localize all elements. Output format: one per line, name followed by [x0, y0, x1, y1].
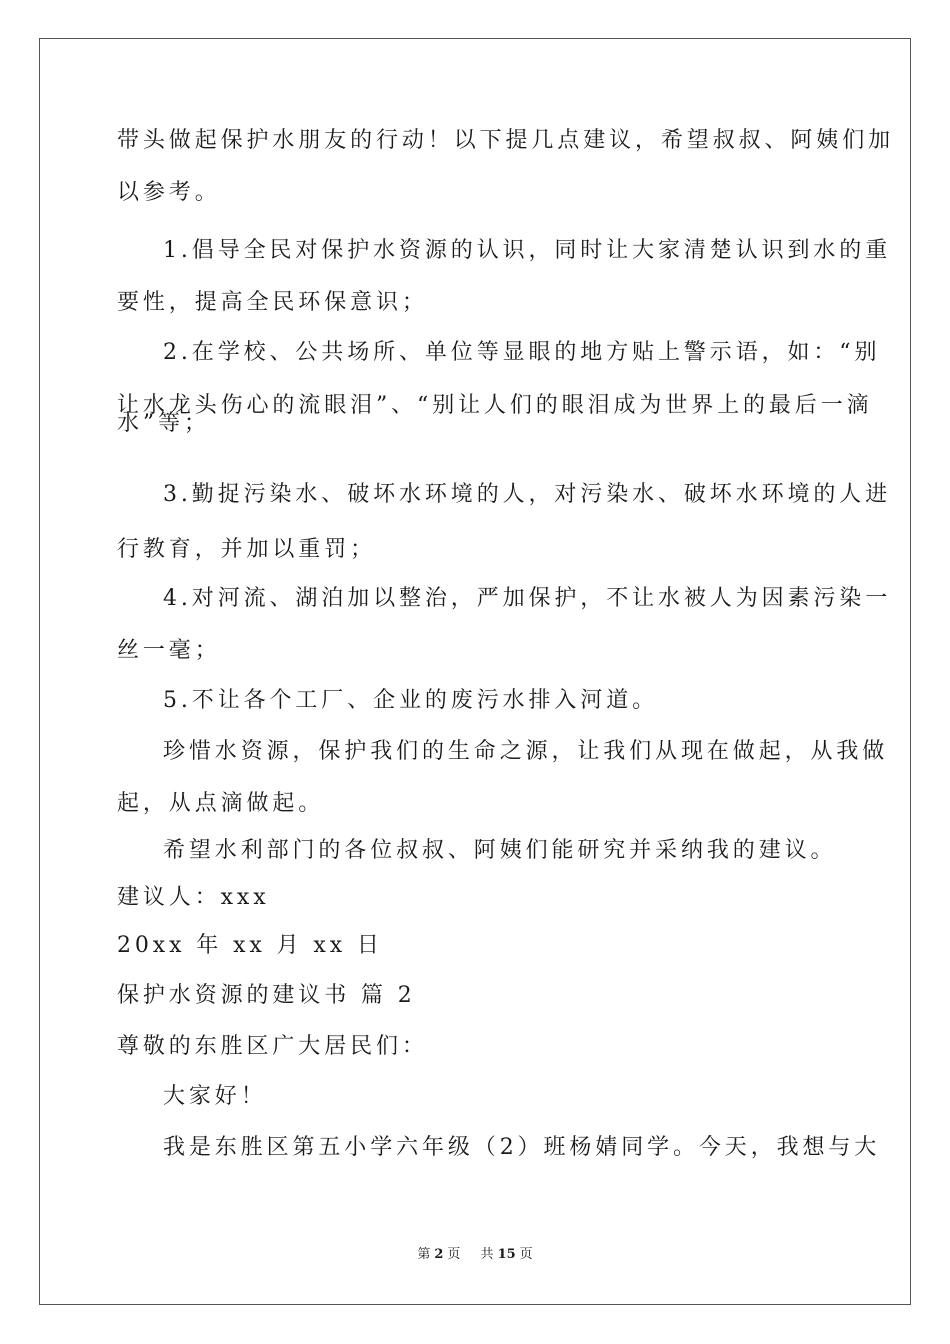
text-line: 水”等； — [117, 411, 210, 436]
text-line: 3.勤捉污染水、破坏水环境的人，对污染水、破坏水环境的人进 — [163, 482, 892, 507]
text-line: 我是东胜区第五小学六年级（2）班杨婧同学。今天，我想与大 — [163, 1135, 881, 1160]
total-unit: 页 — [519, 1247, 533, 1262]
page-footer — [0, 1247, 950, 1263]
text-line: 起，从点滴做起。 — [117, 791, 325, 816]
current-page: 2 — [434, 1247, 444, 1262]
text-line: 要性，提高全民环保意识； — [117, 290, 428, 315]
text-line: 建议人：xxx — [117, 885, 270, 910]
text-line: 5.不让各个工厂、企业的废污水排入河道。 — [163, 688, 658, 713]
page-unit: 页 — [447, 1247, 461, 1262]
text-line: 以参考。 — [117, 180, 221, 205]
page-total — [477, 1247, 537, 1262]
text-line: 让水龙头伤心的流眼泪”、“别让人们的眼泪成为世界上的最后一滴 — [117, 393, 873, 418]
text-line: 尊敬的东胜区广大居民们： — [117, 1034, 428, 1059]
text-line: 行教育，并加以重罚； — [117, 537, 377, 562]
page-number — [413, 1247, 464, 1262]
total-pages: 15 — [497, 1247, 516, 1262]
text-line: 大家好！ — [163, 1084, 267, 1109]
text-line: 丝一毫； — [117, 638, 221, 663]
total-prefix: 共 — [480, 1247, 494, 1262]
text-line: 希望水利部门的各位叔叔、阿姨们能研究并采纳我的建议。 — [163, 838, 837, 863]
text-line: 4.对河流、湖泊加以整治，严加保护，不让水被人为因素污染一 — [163, 586, 892, 611]
page-prefix: 第 — [417, 1247, 431, 1262]
text-line: 2.在学校、公共场所、单位等显眼的地方贴上警示语，如：“别 — [163, 340, 881, 365]
text-line: 20xx 年 xx 月 xx 日 — [117, 933, 383, 958]
text-line: 珍惜水资源，保护我们的生命之源，让我们从现在做起，从我做 — [163, 739, 889, 764]
text-line: 带头做起保护水朋友的行动！以下提几点建议，希望叔叔、阿姨们加 — [117, 128, 895, 153]
text-line: 1.倡导全民对保护水资源的认识，同时让大家清楚认识到水的重 — [163, 238, 892, 263]
section-heading: 保护水资源的建议书 篇 2 — [117, 983, 416, 1008]
page-border — [39, 38, 911, 1305]
